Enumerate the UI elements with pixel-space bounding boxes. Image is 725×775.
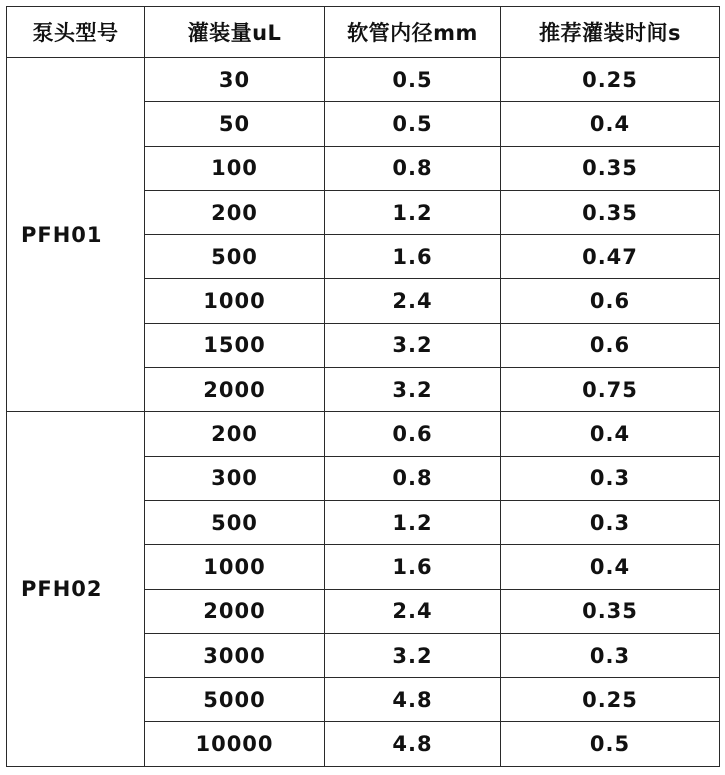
fill-time-cell: 0.4	[501, 412, 720, 456]
fill-time-cell: 0.3	[501, 456, 720, 500]
tube-diameter-cell: 1.6	[325, 235, 501, 279]
fill-volume-cell: 50	[145, 102, 325, 146]
tube-diameter-cell: 3.2	[325, 368, 501, 412]
tube-diameter-cell: 3.2	[325, 633, 501, 677]
fill-volume-cell: 500	[145, 235, 325, 279]
fill-volume-cell: 200	[145, 412, 325, 456]
tube-diameter-cell: 0.8	[325, 456, 501, 500]
tube-diameter-cell: 1.6	[325, 545, 501, 589]
fill-volume-cell: 300	[145, 456, 325, 500]
tube-diameter-cell: 0.6	[325, 412, 501, 456]
tube-diameter-cell: 1.2	[325, 500, 501, 544]
tube-diameter-cell: 4.8	[325, 678, 501, 722]
fill-time-cell: 0.75	[501, 368, 720, 412]
tube-diameter-cell: 3.2	[325, 323, 501, 367]
fill-volume-cell: 1000	[145, 545, 325, 589]
fill-volume-cell: 5000	[145, 678, 325, 722]
fill-time-cell: 0.4	[501, 102, 720, 146]
fill-volume-cell: 1500	[145, 323, 325, 367]
pump-model-cell: PFH01	[7, 58, 145, 412]
tube-diameter-cell: 0.8	[325, 146, 501, 190]
fill-time-cell: 0.6	[501, 323, 720, 367]
fill-time-cell: 0.35	[501, 589, 720, 633]
fill-volume-cell: 3000	[145, 633, 325, 677]
table-body	[7, 58, 720, 767]
fill-time-cell: 0.47	[501, 235, 720, 279]
fill-time-cell: 0.5	[501, 722, 720, 766]
fill-volume-cell: 200	[145, 190, 325, 234]
fill-volume-cell: 2000	[145, 368, 325, 412]
fill-time-cell: 0.25	[501, 58, 720, 102]
tube-diameter-cell: 0.5	[325, 102, 501, 146]
header-fill-volume: 灌装量uL	[145, 7, 325, 58]
fill-time-cell: 0.6	[501, 279, 720, 323]
tube-diameter-cell: 2.4	[325, 589, 501, 633]
fill-time-cell: 0.25	[501, 678, 720, 722]
tube-diameter-cell: 4.8	[325, 722, 501, 766]
header-pump-model: 泵头型号	[7, 7, 145, 58]
tube-diameter-cell: 2.4	[325, 279, 501, 323]
fill-time-cell: 0.3	[501, 500, 720, 544]
table-row	[7, 412, 720, 456]
header-row	[7, 7, 720, 58]
fill-volume-cell: 30	[145, 58, 325, 102]
fill-volume-cell: 1000	[145, 279, 325, 323]
fill-time-cell: 0.3	[501, 633, 720, 677]
header-recommended-fill-time: 推荐灌装时间s	[501, 7, 720, 58]
fill-volume-cell: 500	[145, 500, 325, 544]
fill-volume-cell: 10000	[145, 722, 325, 766]
fill-time-cell: 0.35	[501, 146, 720, 190]
fill-time-cell: 0.4	[501, 545, 720, 589]
header-tube-inner-diameter: 软管内径mm	[325, 7, 501, 58]
pump-model-cell: PFH02	[7, 412, 145, 766]
fill-volume-cell: 2000	[145, 589, 325, 633]
fill-time-cell: 0.35	[501, 190, 720, 234]
fill-volume-cell: 100	[145, 146, 325, 190]
table-row	[7, 58, 720, 102]
tube-diameter-cell: 0.5	[325, 58, 501, 102]
pump-spec-table	[6, 6, 720, 767]
tube-diameter-cell: 1.2	[325, 190, 501, 234]
